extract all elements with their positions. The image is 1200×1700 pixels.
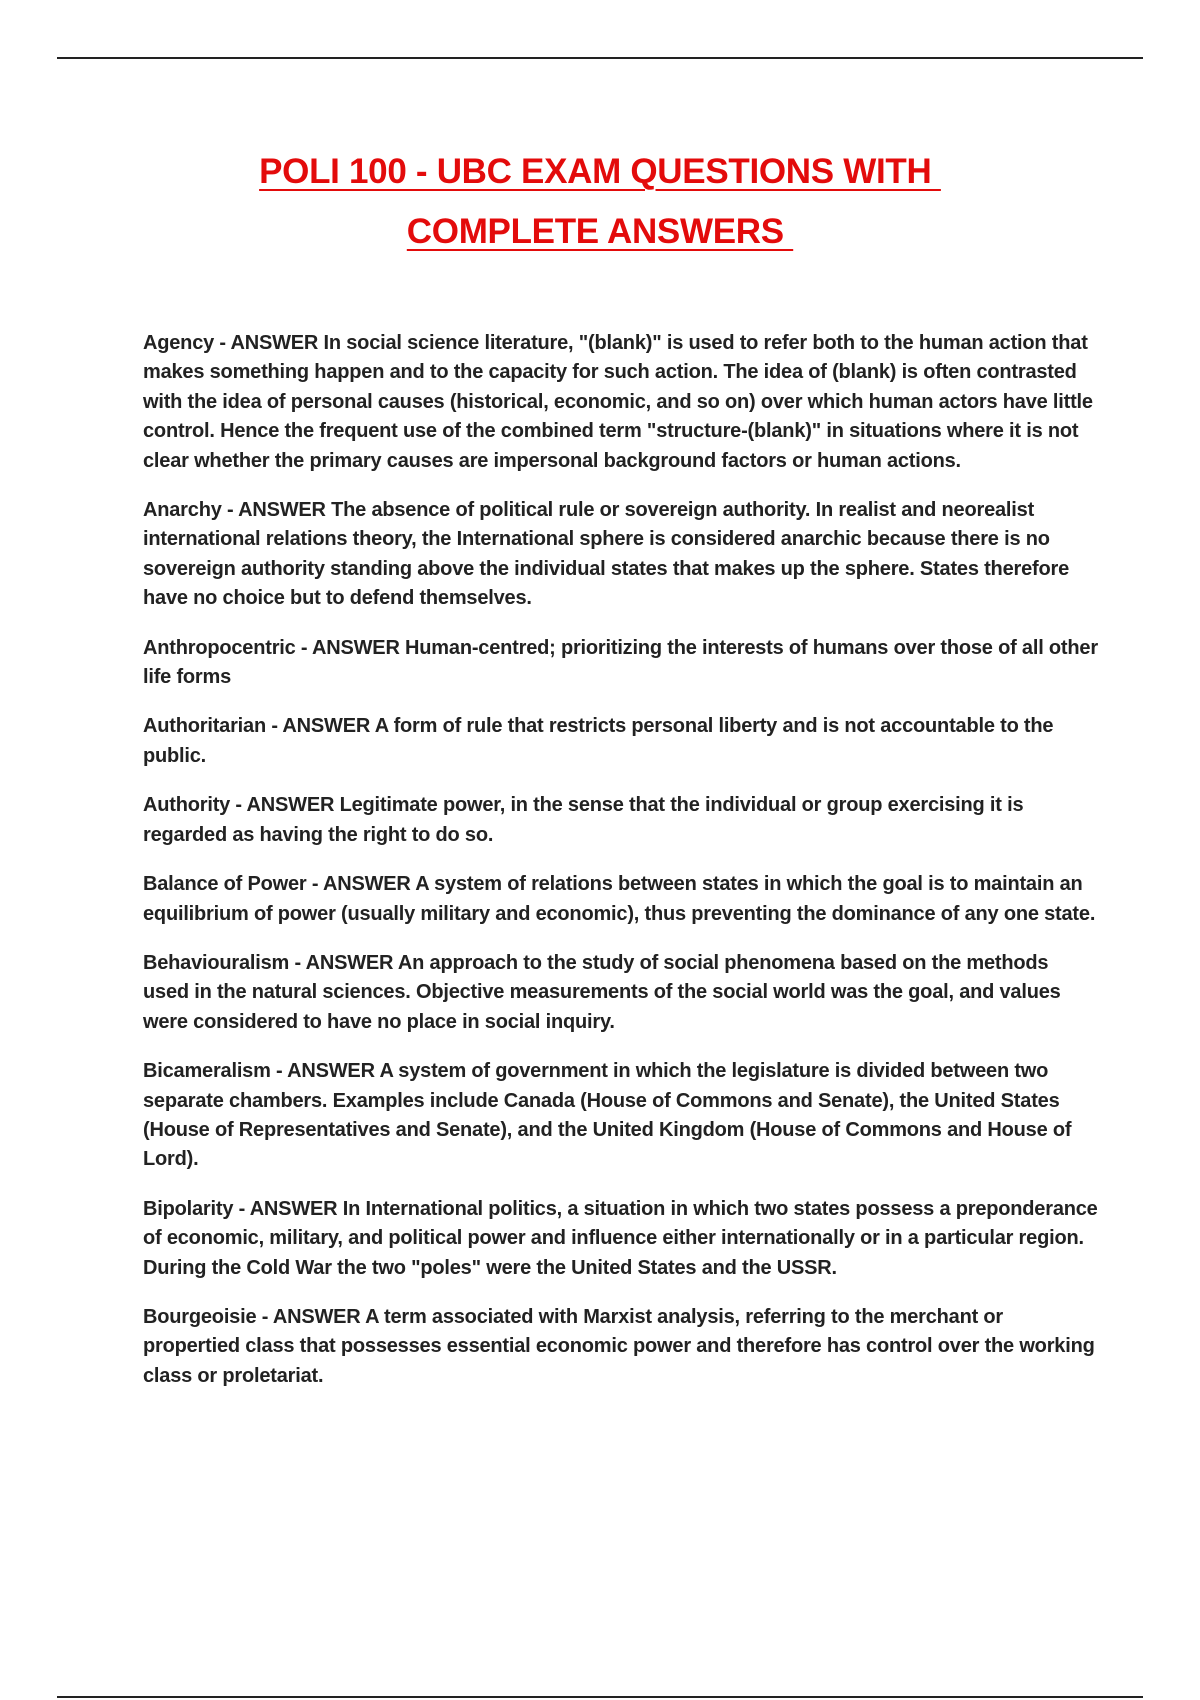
entry-definition: Human-centred; prioritizing the interests of humans over those of all other life forms	[143, 636, 1098, 689]
entry-term: Bipolarity	[143, 1197, 234, 1220]
entry-term: Bourgeoisie	[143, 1305, 257, 1328]
entry-term: Behaviouralism	[143, 951, 290, 974]
entry-term: Bicameralism	[143, 1060, 271, 1083]
glossary-entry: Balance of Power - ANSWER A system of relations between states in which the goal is to maintain an equilibrium of power (usually military and economic), thus preventing the dominance of any one state.	[143, 873, 1096, 925]
document-title	[0, 142, 1200, 262]
entry-answer-label: ANSWER	[282, 715, 371, 738]
glossary-entry: Anthropocentric - ANSWER Human-centred; prioritizing the interests of humans over those of all other life forms	[143, 636, 1098, 689]
entry-answer-label: ANSWER	[230, 332, 319, 354]
entry-term: Agency	[143, 332, 215, 354]
entry-term: Balance of Power	[143, 873, 307, 896]
header-rule	[57, 57, 1143, 59]
entry-answer-label: ANSWER	[249, 1197, 338, 1220]
entry-definition: The absence of political rule or sovereign authority. In realist and neorealist international relations theory, the International sphere is considered anarchic because there is no sovereign authority standing above the individual states that makes up the sphere. States therefore have no choice but to defend themselves.	[143, 499, 1069, 610]
glossary-entry: Bicameralism - ANSWER A system of government in which the legislature is divided between two separate chambers. Examples include Canada (House of Commons and Senate), the United States (House of Representatives and Senate), and the United Kingdom (House of Commons and House of Lord).	[143, 1060, 1072, 1171]
entry-term: Anthropocentric	[143, 636, 296, 659]
entry-term: Anarchy	[143, 499, 222, 522]
entry-answer-label: ANSWER	[246, 794, 335, 817]
entry-answer-label: ANSWER	[287, 1060, 375, 1083]
entry-definition: An approach to the study of social phenomena based on the methods used in the natural sciences. Objective measurements of the social world was the goal, and values were considered to have no place in social inquiry.	[143, 951, 1061, 1033]
glossary-entry: Authority - ANSWER Legitimate power, in the sense that the individual or group exercising it is regarded as having the right to do so.	[143, 794, 1024, 846]
entry-definition: In International politics, a situation in which two states possess a preponderance of economic, military, and political power and influence either internationally or in a particular region. During the Cold War the two "poles" were the United States and the USSR.	[143, 1197, 1098, 1279]
entry-term: Authoritarian	[143, 715, 266, 738]
glossary-entry: Bourgeoisie - ANSWER A term associated with Marxist analysis, referring to the merchant or propertied class that possesses essential economic power and therefore has control over the working class or proletariat.	[143, 1305, 1095, 1387]
entry-answer-label: ANSWER	[238, 499, 326, 522]
entry-answer-label: ANSWER	[305, 951, 394, 974]
title-line-1: POLI 100 - UBC EXAM QUESTIONS WITH	[259, 152, 941, 191]
glossary-content	[143, 329, 1098, 1411]
footer-rule	[57, 1696, 1143, 1698]
glossary-entry: Authoritarian - ANSWER A form of rule that restricts personal liberty and is not accountable to the public.	[143, 715, 1054, 767]
glossary-entry: Behaviouralism - ANSWER An approach to the study of social phenomena based on the methods used in the natural sciences. Objective measurements of the social world was the goal, and values were considered to have no place in social inquiry.	[143, 951, 1061, 1033]
entry-definition: A term associated with Marxist analysis, referring to the merchant or propertied class that possesses essential economic power and therefore has control over the working class or proletariat.	[143, 1305, 1095, 1387]
entry-answer-label: ANSWER	[322, 873, 411, 896]
glossary-entry: Bipolarity - ANSWER In International politics, a situation in which two states possess a preponderance of economic, military, and political power and influence either internationally or in a particular region. During the Cold War the two "poles" were the United States and the USSR.	[143, 1197, 1098, 1279]
entry-answer-label: ANSWER	[272, 1305, 361, 1328]
entry-term: Authority	[143, 794, 231, 817]
entry-answer-label: ANSWER	[312, 636, 400, 659]
entry-definition: A form of rule that restricts personal liberty and is not accountable to the public.	[143, 715, 1054, 767]
glossary-entry: Agency - ANSWER In social science literature, "(blank)" is used to refer both to the human action that makes something happen and to the capacity for such action. The idea of (blank) is often contrasted with the idea of personal causes (historical, economic, and so on) over which human actors have little control. Hence the frequent use of the combined term "structure-(blank)" in situations where it is not clear whether the primary causes are impersonal background factors or human actions.	[143, 332, 1093, 472]
entry-definition: A system of government in which the legislature is divided between two separate chambers. Examples include Canada (House of Commons and Senate), the United States (House of Representatives and Senate), and the United Kingdom (House of Commons and House of Lord).	[143, 1060, 1072, 1171]
glossary-entry: Anarchy - ANSWER The absence of political rule or sovereign authority. In realist and neorealist international relations theory, the International sphere is considered anarchic because there is no sovereign authority standing above the individual states that makes up the sphere. States therefore have no choice but to defend themselves.	[143, 499, 1069, 610]
entry-definition: In social science literature, "(blank)" is used to refer both to the human action that makes something happen and to the capacity for such action. The idea of (blank) is often contrasted with the idea of personal causes (historical, economic, and so on) over which human actors have little control. Hence the frequent use of the combined term "structure-(blank)" in situations where it is not clear whether the primary causes are impersonal background factors or human actions.	[143, 332, 1093, 472]
title-line-2: COMPLETE ANSWERS	[406, 212, 794, 251]
entry-definition: Legitimate power, in the sense that the individual or group exercising it is regarded as having the right to do so.	[143, 794, 1024, 846]
entry-definition: A system of relations between states in which the goal is to maintain an equilibrium of power (usually military and economic), thus preventing the dominance of any one state.	[143, 873, 1096, 925]
